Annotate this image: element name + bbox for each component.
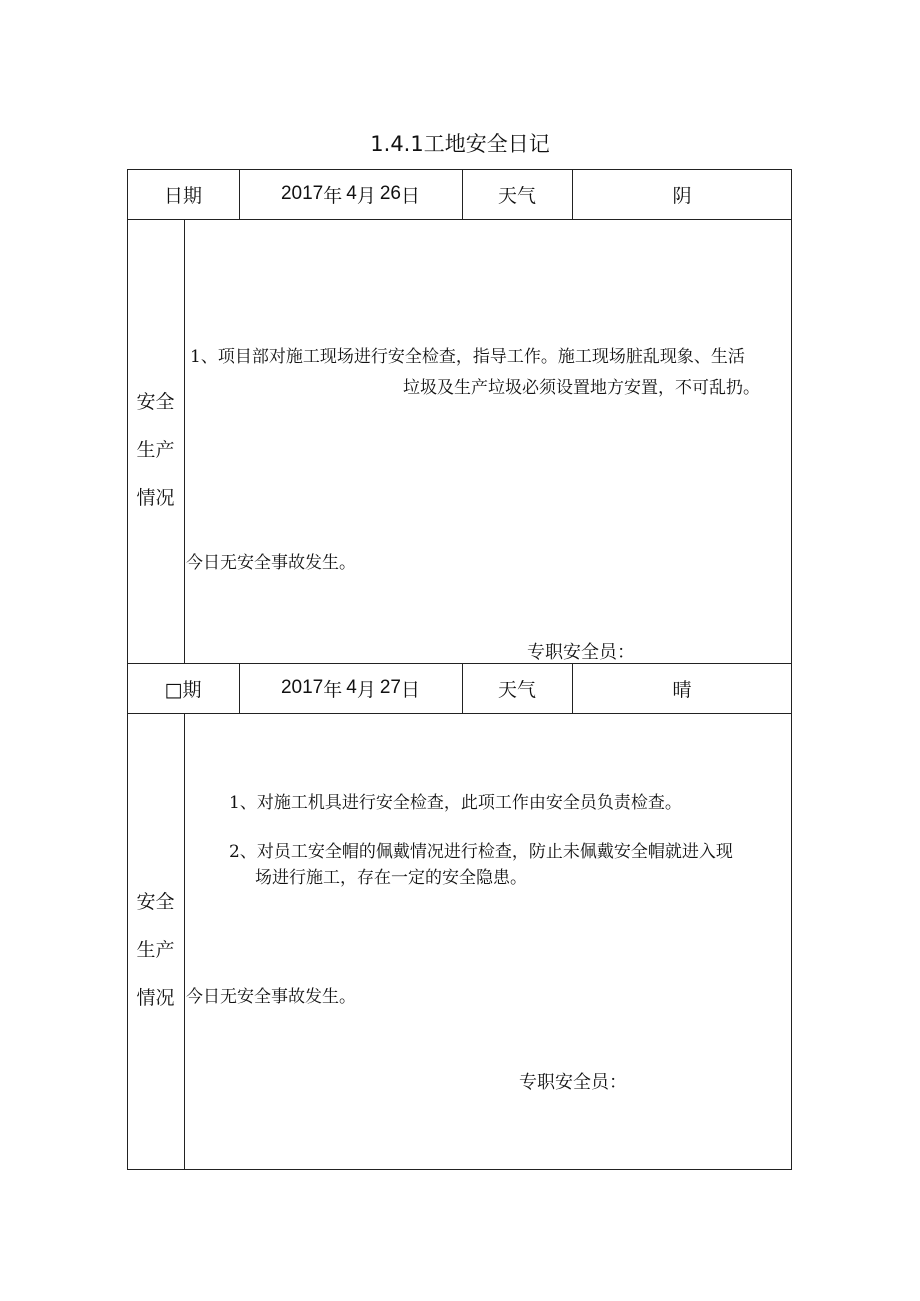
weather-label: 天气 [497,184,536,207]
col-divider [184,219,185,663]
col-divider [184,713,185,1170]
section-label-line: 生产 [136,439,175,461]
date-year: 2017 [280,183,324,204]
date-month: 4 [346,677,357,698]
inspection-item-line: 2、对员工安全帽的佩戴情况进行检查，防止未佩戴安全帽就进入现 [229,842,733,862]
row-divider [127,713,792,714]
section-label-line: 安全 [136,891,175,913]
accident-statement: 今日无安全事故发生。 [186,553,356,573]
safety-officer-signature: 专职安全员： [519,1072,627,1093]
date-value [239,663,462,713]
date-value [239,169,462,219]
section-label [127,878,184,1022]
date-month: 4 [346,183,357,204]
date-month-unit: 月 [356,678,376,701]
date-year-unit: 年 [323,184,343,207]
section-label [127,378,184,522]
section-label-line: 情况 [136,987,175,1009]
date-year-unit: 年 [323,678,343,701]
date-day-unit: 日 [401,678,421,701]
date-label: 日期 [163,184,202,207]
page-title: 1.4.1工地安全日记 [370,132,550,156]
weather-label: 天气 [497,678,536,701]
inspection-item-line: 垃圾及生产垃圾必须设置地方安置，不可乱扔。 [403,378,760,398]
safety-officer-signature: 专职安全员： [527,642,635,663]
date-label: □期 [164,678,202,701]
section-label-line: 生产 [136,939,175,961]
weather-value: 晴 [672,678,692,701]
inspection-item-line: 场进行施工，存在一定的安全隐患。 [255,868,527,888]
section-label-line: 情况 [136,487,175,509]
weather-value: 阴 [672,184,692,207]
inspection-item-line: 1、项目部对施工现场进行安全检查，指导工作。施工现场脏乱现象、生活 [190,347,745,367]
date-month-unit: 月 [356,184,376,207]
inspection-item-line: 1、对施工机具进行安全检查，此项工作由安全员负责检查。 [229,793,682,813]
date-day: 26 [379,183,401,204]
date-year: 2017 [280,677,324,698]
accident-statement: 今日无安全事故发生。 [186,987,356,1007]
date-day-unit: 日 [401,184,421,207]
date-day: 27 [379,677,401,698]
row-divider [127,219,792,220]
section-label-line: 安全 [136,391,175,413]
